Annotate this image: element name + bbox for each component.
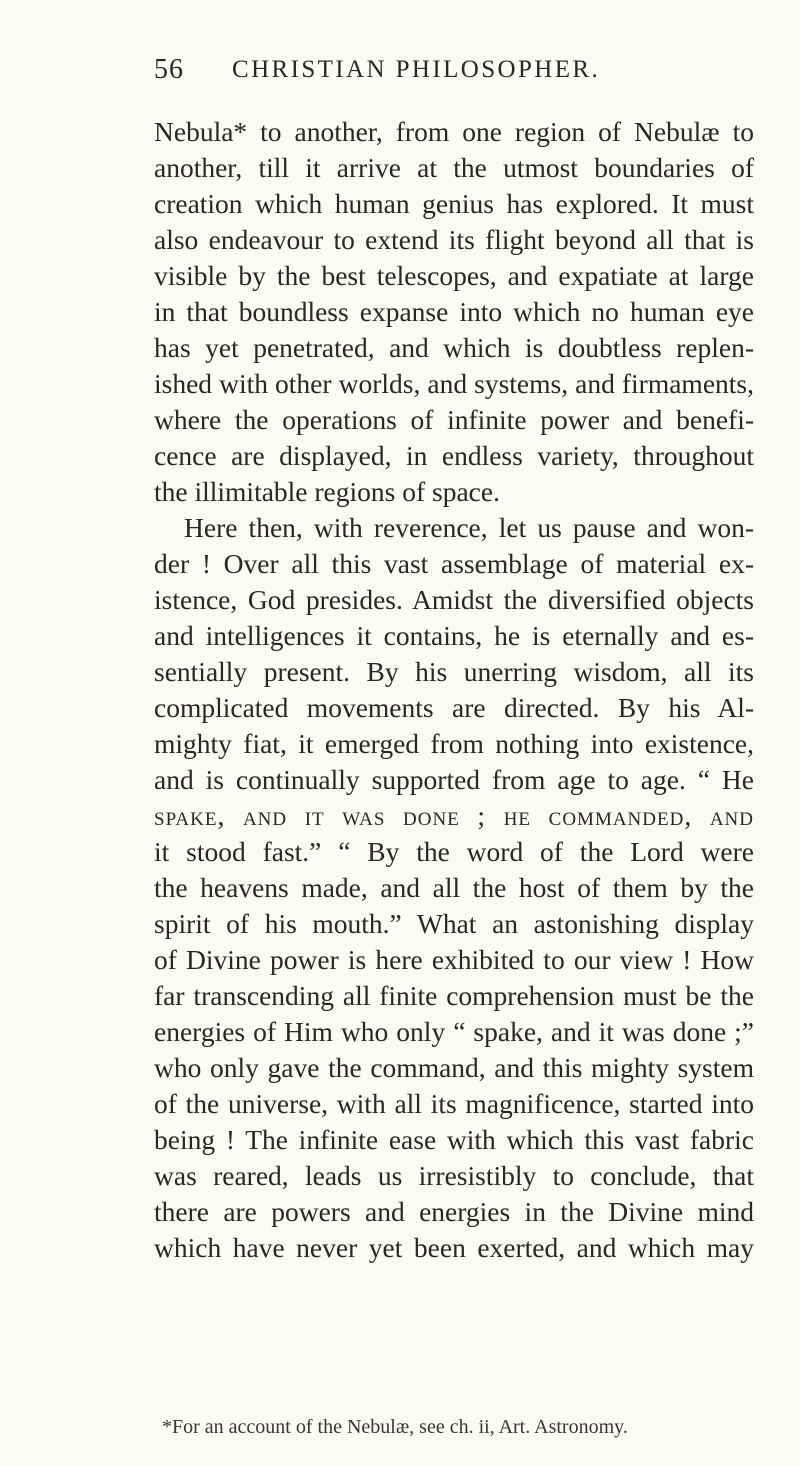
text-line: which have never yet been exerted, and which may: [154, 1232, 754, 1263]
text-line: there are powers and energies in the Divine mind: [154, 1196, 754, 1227]
text-line: it stood fast.” “ By the word of the Lord were: [154, 836, 754, 867]
text-line: energies of Him who only “ spake, and it was done ;”: [154, 1016, 754, 1047]
text-line: istence, God presides. Amidst the diversified objects: [154, 584, 754, 615]
text-line: the illimitable regions of space.: [154, 476, 500, 507]
text-line: visible by the best telescopes, and expatiate at large: [154, 260, 754, 291]
text-line: far transcending all finite comprehension must be the: [154, 980, 754, 1011]
running-title: CHRISTIAN PHILOSOPHER.: [232, 56, 601, 83]
text-line: creation which human genius has explored. It must: [154, 188, 754, 219]
text-line: the heavens made, and all the host of them by the: [154, 872, 754, 903]
text-line: sentially present. By his unerring wisdom, all its: [154, 656, 754, 687]
text-line: who only gave the command, and this mighty system: [154, 1052, 754, 1083]
text-line: another, till it arrive at the utmost boundaries of: [154, 152, 754, 183]
text-line: cence are displayed, in endless variety, throughout: [154, 440, 754, 471]
text-line: being ! The infinite ease with which this vast fabric: [154, 1124, 754, 1155]
running-head: [154, 54, 754, 94]
text-line: has yet penetrated, and which is doubtless replen-: [154, 332, 754, 363]
text-line: and intelligences it contains, he is eternally and es-: [154, 620, 754, 651]
text-line: in that boundless expanse into which no human eye: [154, 296, 754, 327]
text-line: ished with other worlds, and systems, and firmaments,: [154, 368, 754, 399]
text-line: was reared, leads us irresistibly to conclude, that: [154, 1160, 754, 1191]
footnote: *For an account of the Nebulæ, see ch. ii, Art. Astronomy.: [162, 1416, 628, 1438]
text-line: spake, and it was done ; he commanded, and: [154, 800, 754, 831]
text-line: of the universe, with all its magnificence, started into: [154, 1088, 754, 1119]
text-line: also endeavour to extend its flight beyond all that is: [154, 224, 754, 255]
text-line: and is continually supported from age to age. “ He: [154, 764, 754, 795]
body-text: [154, 114, 754, 1266]
text-line: complicated movements are directed. By his Al-: [154, 692, 754, 723]
text-line: der ! Over all this vast assemblage of material ex-: [154, 548, 754, 579]
text-line: of Divine power is here exhibited to our view ! How: [154, 944, 754, 975]
text-line: where the operations of infinite power and benefi-: [154, 404, 754, 435]
text-line: Here then, with reverence, let us pause and won-: [184, 512, 754, 543]
text-line: mighty fiat, it emerged from nothing into existence,: [154, 728, 754, 759]
text-line: Nebula* to another, from one region of Nebulæ to: [154, 116, 754, 147]
text-line: spirit of his mouth.” What an astonishing display: [154, 908, 754, 939]
page-number: 56: [154, 54, 184, 85]
